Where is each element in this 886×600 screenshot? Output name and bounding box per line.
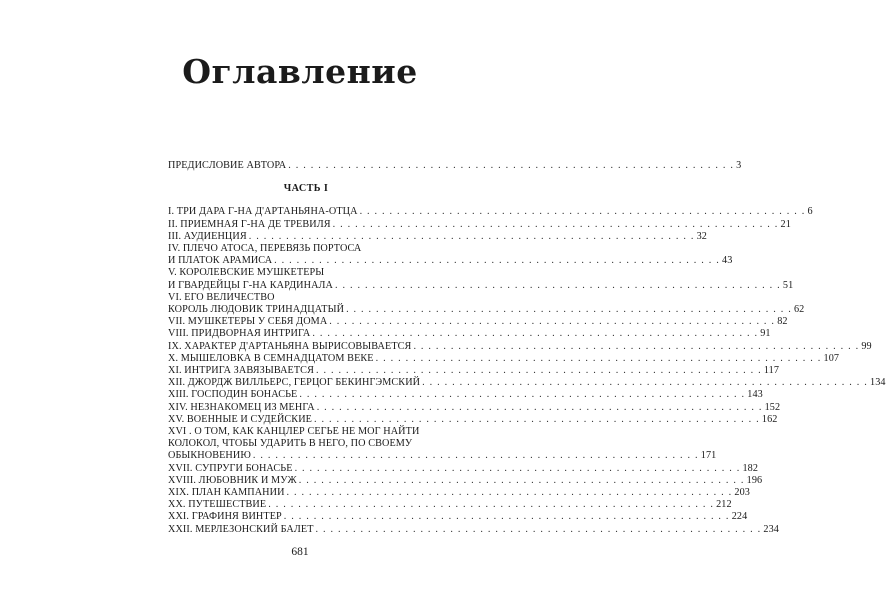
toc-entry-label: XXI. ГРАФИНЯ ВИНТЕР xyxy=(168,511,282,523)
toc-leader-dots: . . . . . . . . . . . . . . . . . . . . . . . . . . . . . . . . . . . . . . . . . . . . . . . . . . . . . . . . . . . . xyxy=(312,328,759,340)
toc-entry-page: 196 xyxy=(746,474,763,486)
toc-entry-label: И ГВАРДЕЙЦЫ Г-НА КАРДИНАЛА xyxy=(168,279,334,291)
toc-entry xyxy=(168,377,886,389)
toc-leader-dots: . . . . . . . . . . . . . . . . . . . . . . . . . . . . . . . . . . . . . . . . . . . . . . . . . . . . . . . . . . . . xyxy=(422,377,869,389)
toc-entry-row xyxy=(168,279,794,292)
toc-entry-label: ПРЕДИСЛОВИЕ АВТОРА xyxy=(168,160,287,171)
toc-entry-page: 62 xyxy=(793,304,805,316)
toc-entry-page: 182 xyxy=(742,462,759,474)
toc-entry-page: 234 xyxy=(763,523,780,535)
toc-entry xyxy=(168,487,751,499)
toc-entry-row xyxy=(168,230,707,243)
toc-entry-label: III. АУДИЕНЦИЯ xyxy=(168,230,247,242)
toc-entry xyxy=(168,206,813,218)
toc-leader-dots: . . . . . . . . . . . . . . . . . . . . . . . . . . . . . . . . . . . . . . . . . . . . . . . . . . . . . . . . . . . . xyxy=(288,160,735,171)
toc-entry-row xyxy=(168,255,733,267)
toc-entry xyxy=(168,328,771,340)
toc-entry xyxy=(168,365,780,377)
toc-entry-page: 3 xyxy=(736,160,742,171)
toc-leader-dots: . . . . . . . . . . . . . . . . . . . . . . . . . . . . . . . . . . . . . . . . . . . . . . . . . . . . . . . . . . . . xyxy=(268,499,715,511)
toc-entry-label: XV. ВОЕННЫЕ И СУДЕЙСКИЕ xyxy=(168,413,312,425)
toc-entry-label: XVI . О ТОМ, КАК КАНЦЛЕР СЕГЬЕ НЕ МОГ НАЙТИ xyxy=(168,426,420,438)
toc-entry-page: 143 xyxy=(747,389,763,401)
toc-entry-row xyxy=(168,487,751,499)
toc-entry-row xyxy=(168,377,886,389)
toc-leader-dots: . . . . . . . . . . . . . . . . . . . . . . . . . . . . . . . . . . . . . . . . . . . . . . . . . . . . . . . . . . . . xyxy=(298,474,745,486)
toc-entry-row xyxy=(168,304,805,316)
toc-entry-row xyxy=(168,523,780,536)
toc-entry-page: 134 xyxy=(870,377,886,389)
toc-leader-dots: . . . . . . . . . . . . . . . . . . . . . . . . . . . . . . . . . . . . . . . . . . . . . . . . . . . . . . . . . . . . xyxy=(375,352,822,364)
page-title: Оглавление xyxy=(182,52,418,91)
toc-entry-row xyxy=(168,401,781,414)
toc-entry-page: 51 xyxy=(782,279,794,291)
toc-leader-dots: . . . . . . . . . . . . . . . . . . . . . . . . . . . . . . . . . . . . . . . . . . . . . . . . . . . . . . . . . . . . xyxy=(294,462,741,474)
toc-entry-label: I. ТРИ ДАРА Г-НА Д'АРТАНЬЯНА-ОТЦА xyxy=(168,206,358,218)
toc-entry-label: X. МЫШЕЛОВКА В СЕМНАДЦАТОМ ВЕКЕ xyxy=(168,352,374,364)
part-heading: ЧАСТЬ I xyxy=(283,183,329,195)
toc-leader-dots: . . . . . . . . . . . . . . . . . . . . . . . . . . . . . . . . . . . . . . . . . . . . . . . . . . . . . . . . . . . . xyxy=(335,279,781,291)
toc-leader-dots: . . . . . . . . . . . . . . . . . . . . . . . . . . . . . . . . . . . . . . . . . . . . . . . . . . . . . . . . . . . . xyxy=(283,511,730,523)
toc-entry xyxy=(168,401,781,414)
toc-leader-dots: . . . . . . . . . . . . . . . . . . . . . . . . . . . . . . . . . . . . . . . . . . . . . . . . . . . . . . . . . . . . xyxy=(252,450,699,462)
toc-leader-dots: . . . . . . . . . . . . . . . . . . . . . . . . . . . . . . . . . . . . . . . . . . . . . . . . . . . . . . . . . . . . xyxy=(413,340,860,352)
toc-leader-dots: . . . . . . . . . . . . . . . . . . . . . . . . . . . . . . . . . . . . . . . . . . . . . . . . . . . . . . . . . . . . xyxy=(286,487,733,499)
toc-entry-label: XVII. СУПРУГИ БОНАСЬЕ xyxy=(168,462,293,474)
toc-entry-row xyxy=(168,474,763,487)
toc-entry-page: 212 xyxy=(716,499,732,511)
toc-entry-row xyxy=(168,389,763,401)
toc-entry-page: 82 xyxy=(777,316,788,328)
toc-entry-row xyxy=(168,340,872,353)
toc-leader-dots: . . . . . . . . . . . . . . . . . . . . . . . . . . . . . . . . . . . . . . . . . . . . . . . . . . . . . . . . . . . . xyxy=(299,389,746,401)
toc-leader-dots: . . . . . . . . . . . . . . . . . . . . . . . . . . . . . . . . . . . . . . . . . . . . . . . . . . . . . . . . . . . . xyxy=(315,523,762,535)
toc-entry-page: 21 xyxy=(780,218,791,230)
toc-entry-label: ОБЫКНОВЕНИЮ xyxy=(168,450,251,462)
toc-entry-row xyxy=(168,328,771,340)
toc-entry-list xyxy=(168,206,886,535)
toc-entry-label: II. ПРИЕМНАЯ Г-НА ДЕ ТРЕВИЛЯ xyxy=(168,218,331,230)
toc-leader-dots: . . . . . . . . . . . . . . . . . . . . . . . . . . . . . . . . . . . . . . . . . . . . . . . . . . . . . . . . . . . . xyxy=(332,218,779,230)
toc-entry-row xyxy=(168,413,778,426)
toc-entry-row xyxy=(168,352,840,365)
toc-entry-page: 99 xyxy=(861,340,872,352)
toc-entry-label: V. КОРОЛЕВСКИЕ МУШКЕТЕРЫ xyxy=(168,267,325,279)
toc-entry-label: VI. ЕГО ВЕЛИЧЕСТВО xyxy=(168,291,275,303)
toc-leader-dots: . . . . . . . . . . . . . . . . . . . . . . . . . . . . . . . . . . . . . . . . . . . . . . . . . . . . . . . . . . . . xyxy=(346,304,792,316)
toc-entry-page: 117 xyxy=(763,365,780,377)
toc-entry xyxy=(168,511,748,523)
toc-entry xyxy=(168,316,788,328)
toc-leader-dots: . . . . . . . . . . . . . . . . . . . . . . . . . . . . . . . . . . . . . . . . . . . . . . . . . . . . . . . . . . . . xyxy=(359,206,806,218)
toc-entry xyxy=(168,389,763,401)
toc-entry-row xyxy=(168,462,759,475)
toc-entry-label: VIII. ПРИДВОРНАЯ ИНТРИГА xyxy=(168,328,311,340)
toc-entry xyxy=(168,230,707,243)
toc-entry-page: 32 xyxy=(696,230,707,242)
toc-entry-label: VII. МУШКЕТЕРЫ У СЕБЯ ДОМА xyxy=(168,316,328,328)
toc-leader-dots: . . . . . . . . . . . . . . . . . . . . . . . . . . . . . . . . . . . . . . . . . . . . . . . . . . . . . . . . . . . . xyxy=(274,255,721,267)
toc-leader-dots: . . . . . . . . . . . . . . . . . . . . . . . . . . . . . . . . . . . . . . . . . . . . . . . . . . . . . . . . . . . . xyxy=(316,401,763,413)
toc-entry-page: 203 xyxy=(734,487,751,499)
toc-entry-label: XI. ИНТРИГА ЗАВЯЗЫВАЕТСЯ xyxy=(168,365,314,377)
toc-entry-row xyxy=(168,450,717,462)
toc-entry-row xyxy=(168,316,788,328)
toc-entry-label: XX. ПУТЕШЕСТВИЕ xyxy=(168,499,267,511)
toc-entry xyxy=(168,426,717,463)
toc-entry-page: 91 xyxy=(760,328,771,340)
toc-entry-page: 171 xyxy=(700,450,717,462)
table-of-contents xyxy=(168,160,886,536)
toc-leader-dots: . . . . . . . . . . . . . . . . . . . . . . . . . . . . . . . . . . . . . . . . . . . . . . . . . . . . . . . . . . . . xyxy=(313,413,760,425)
toc-entry-label: КОРОЛЬ ЛЮДОВИК ТРИНАДЦАТЫЙ xyxy=(168,304,345,316)
toc-entry-label: XIV. НЕЗНАКОМЕЦ ИЗ МЕНГА xyxy=(168,401,315,413)
toc-entry xyxy=(168,352,840,365)
toc-entry-row xyxy=(168,218,791,231)
toc-entry xyxy=(168,340,872,353)
toc-entry xyxy=(168,267,794,291)
toc-leader-dots: . . . . . . . . . . . . . . . . . . . . . . . . . . . . . . . . . . . . . . . . . . . . . . . . . . . . . . . . . . . . xyxy=(248,230,695,242)
toc-entry-label: IX. ХАРАКТЕР Д'АРТАНЬЯНА ВЫРИСОВЫВАЕТСЯ xyxy=(168,340,412,352)
toc-entry-label: XII. ДЖОРДЖ ВИЛЛЬЕРС, ГЕРЦОГ БЕКИНГЭМСКИЙ xyxy=(168,377,421,389)
toc-entry-page: 43 xyxy=(722,255,733,267)
toc-leader-dots: . . . . . . . . . . . . . . . . . . . . . . . . . . . . . . . . . . . . . . . . . . . . . . . . . . . . . . . . . . . . xyxy=(315,365,762,377)
toc-entry-preface xyxy=(168,160,742,172)
toc-entry xyxy=(168,474,763,487)
toc-entry-label: XIX. ПЛАН КАМПАНИИ xyxy=(168,487,285,499)
toc-entry-label: XIII. ГОСПОДИН БОНАСЬЕ xyxy=(168,389,298,401)
toc-entry-row xyxy=(168,206,813,218)
toc-entry-row xyxy=(168,365,780,377)
toc-entry xyxy=(168,413,778,426)
toc-entry-page: 152 xyxy=(764,401,781,413)
toc-entry-page: 224 xyxy=(731,511,748,523)
toc-entry xyxy=(168,499,732,511)
toc-entry-label: XVIII. ЛЮБОВНИК И МУЖ xyxy=(168,474,297,486)
toc-entry xyxy=(168,243,733,267)
toc-entry xyxy=(168,462,759,475)
toc-entry-label: И ПЛАТОК АРАМИСА xyxy=(168,255,273,267)
toc-entry-label: IV. ПЛЕЧО АТОСА, ПЕРЕВЯЗЬ ПОРТОСА xyxy=(168,243,362,255)
toc-entry-row xyxy=(168,511,748,523)
page-number: 681 xyxy=(291,546,309,558)
toc-entry-label: XXII. МЕРЛЕЗОНСКИЙ БАЛЕТ xyxy=(168,523,314,535)
toc-entry xyxy=(168,291,805,316)
toc-leader-dots: . . . . . . . . . . . . . . . . . . . . . . . . . . . . . . . . . . . . . . . . . . . . . . . . . . . . . . . . . . . . xyxy=(329,316,776,328)
toc-entry-page: 162 xyxy=(761,413,778,425)
toc-entry-page: 6 xyxy=(807,206,813,218)
toc-entry-label: КОЛОКОЛ, ЧТОБЫ УДАРИТЬ В НЕГО, ПО СВОЕМУ xyxy=(168,438,413,450)
toc-entry-page: 107 xyxy=(823,352,840,364)
toc-entry-row xyxy=(168,499,732,511)
toc-entry xyxy=(168,218,791,231)
toc-entry xyxy=(168,523,780,536)
